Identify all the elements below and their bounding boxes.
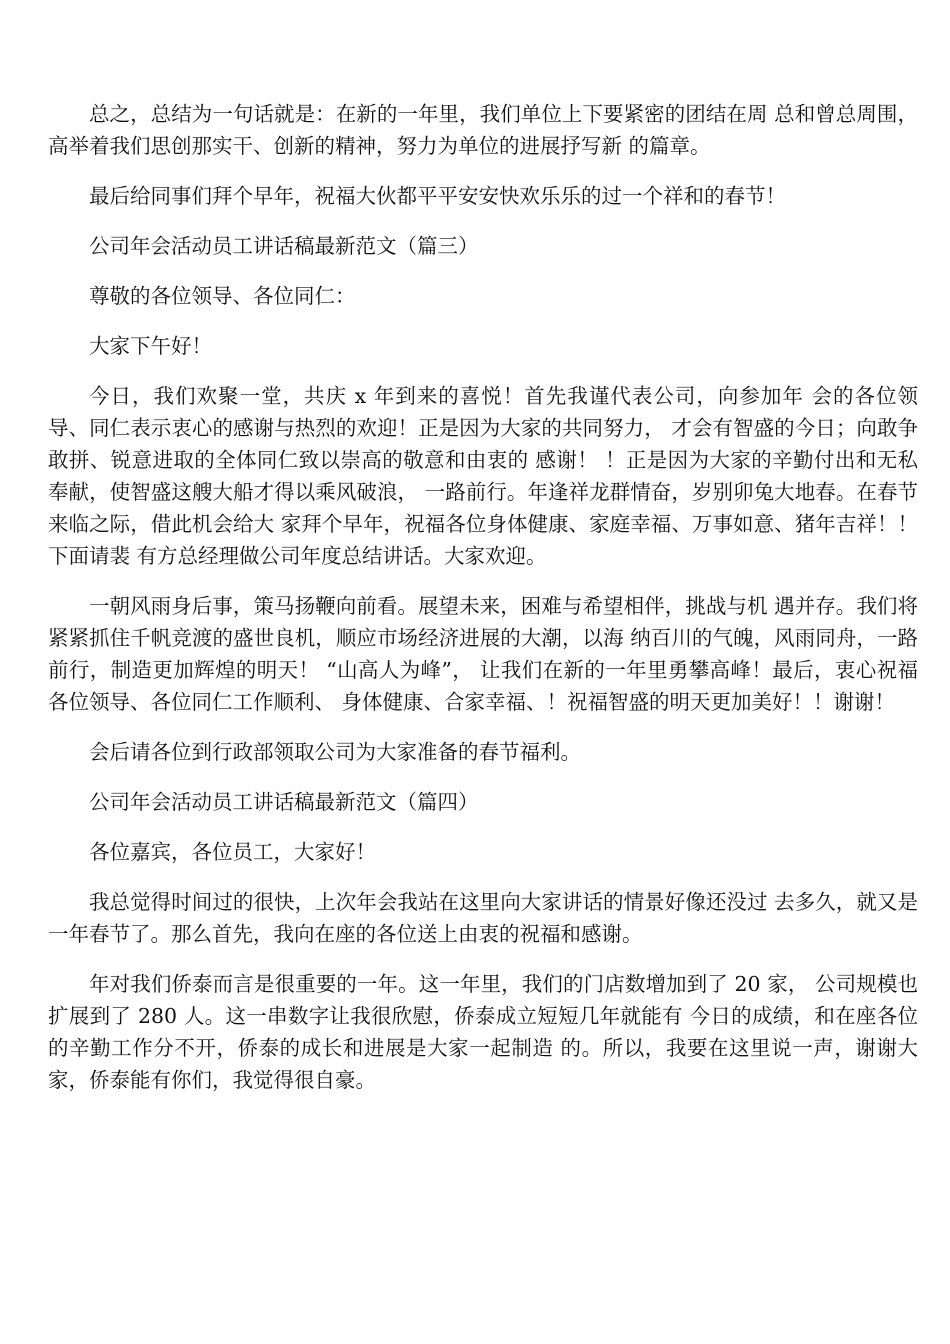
paragraph-summary: 总之，总结为一句话就是：在新的一年里，我们单位上下要紧密的团结在周 总和曾总周围，高举着我们思创那实干、创新的精神，努力为单位的进展抒写新 的篇章。 — [48, 102, 918, 158]
paragraph-outlook: 一朝风雨身后事，策马扬鞭向前看。展望未来，困难与希望相伴，挑战与机 遇并存。我们将紧紧抓住千帆竞渡的盛世良机，顺应市场经济进展的大潮，以海 纳百川的气魄，风雨同舟，一路前行，制造更加辉煌的明天！ “山高人为峰”， 让我们在新的一年里勇攀高峰！最后，衷心祝福各位领导、各位同仁工作顺利、 身体健康、合家幸福、！祝福智盛的明天更加美好！！谢谢！ — [48, 594, 918, 714]
paragraph-salutation: 尊敬的各位领导、各位同仁： — [89, 284, 356, 308]
section-heading-part-three: 公司年会活动员工讲话稿最新范文（篇三） — [89, 234, 479, 258]
paragraph-guests-greeting: 各位嘉宾，各位员工，大家好！ — [89, 840, 376, 864]
paragraph-benefits-notice: 会后请各位到行政部领取公司为大家准备的春节福利。 — [89, 740, 581, 764]
paragraph-time-flies: 我总觉得时间过的很快，上次年会我站在这里向大家讲话的情景好像还没过 去多久，就又是一年春节了。那么首先，我向在座的各位送上由衷的祝福和感谢。 — [48, 890, 918, 946]
paragraph-afternoon-greeting: 大家下午好！ — [89, 334, 212, 358]
paragraph-welcome-speech: 今日，我们欢聚一堂，共庆 x 年到来的喜悦！首先我谨代表公司，向参加年 会的各位领导、同仁表示衷心的感谢与热烈的欢迎！正是因为大家的共同努力， 才会有智盛的今日；向敢争敢拼、锐意进取的全体同仁致以崇高的敬意和由衷的 感谢！ ！正是因为大家的辛勤付出和无私奉献，使智盛这艘大船才得以乘风破浪， 一路前行。年逢祥龙群情奋，岁别卯兔大地春。在春节来临之际，借此机会给大 家拜个早年，祝福各位身体健康、家庭幸福、万事如意、猪年吉祥！！下面请裴 有方总经理做公司年度总结讲话。大家欢迎。 — [48, 384, 918, 568]
paragraph-company-growth: 年对我们侨泰而言是很重要的一年。这一年里，我们的门店数增加到了 20 家， 公司规模也扩展到了 280 人。这一串数字让我很欣慰，侨泰成立短短几年就能有 今日的成绩，和在座各位的辛勤工作分不开，侨泰的成长和进展是大家一起制造 的。所以，我要在这里说一声，谢谢大家，侨泰能有你们，我觉得很自豪。 — [48, 972, 918, 1092]
section-heading-part-four: 公司年会活动员工讲话稿最新范文（篇四） — [89, 790, 479, 814]
document-page — [48, 98, 918, 1114]
paragraph-new-year-greeting: 最后给同事们拜个早年，祝福大伙都平平安安快欢乐乐的过一个祥和的春节！ — [89, 184, 786, 208]
